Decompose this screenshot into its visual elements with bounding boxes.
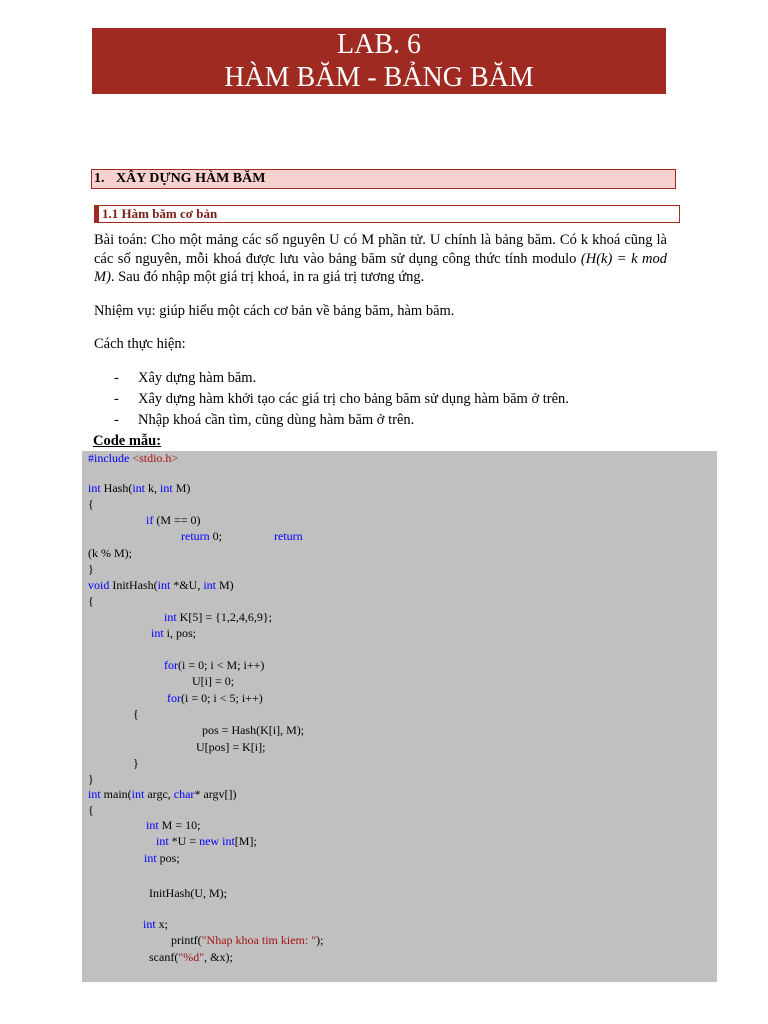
code-keyword: char (173, 787, 195, 801)
code-line: { (88, 497, 94, 511)
code-text: ); (316, 933, 324, 947)
code-line: } (88, 772, 94, 786)
code-keyword: int (132, 481, 146, 495)
list-item (94, 389, 667, 410)
code-text: (i = 0; i < M; i++) (178, 658, 265, 672)
code-keyword: int (156, 834, 169, 848)
code-line (88, 787, 237, 802)
lab-title-line1: LAB. 6 (337, 29, 421, 60)
lab-title-banner (92, 28, 666, 94)
code-sample-label: Code mẫu: (93, 433, 162, 449)
code-string: "%d" (178, 950, 205, 964)
task-paragraph: Nhiệm vụ: giúp hiểu một cách cơ bản về bảng băm, hàm băm. (94, 303, 455, 319)
code-keyword: if (146, 513, 154, 527)
code-keyword: void (88, 578, 110, 592)
code-text: K[5] = {1,2,4,6,9}; (176, 610, 272, 624)
code-line (146, 818, 200, 833)
code-text: Hash( (100, 481, 133, 495)
bullet-marker: - (114, 412, 119, 428)
problem-text-2: . Sau đó nhập một giá trị khoá, in ra giá trị tương ứng. (110, 269, 425, 285)
code-line: } (133, 756, 139, 770)
code-keyword: int (203, 578, 217, 592)
section-1-heading (91, 169, 676, 189)
code-keyword: int (164, 610, 177, 624)
lab-title-line2: HÀM BĂM - BẢNG BĂM (224, 62, 534, 93)
code-keyword: new (199, 834, 220, 848)
code-line (181, 529, 222, 544)
code-text: scanf( (149, 950, 179, 964)
code-line (88, 451, 178, 466)
code-text: printf( (171, 933, 202, 947)
code-line: } (88, 562, 94, 576)
code-text: InitHash( (109, 578, 158, 592)
code-line: (k % M); (88, 546, 132, 560)
code-keyword: int (88, 481, 101, 495)
code-text: M) (172, 481, 191, 495)
list-item (94, 410, 667, 431)
code-line (156, 834, 257, 849)
code-text: argc, (144, 787, 174, 801)
code-line (164, 610, 272, 625)
section-1-1-heading (94, 205, 680, 223)
code-line: U[pos] = K[i]; (196, 740, 266, 754)
code-line (88, 578, 234, 593)
problem-paragraph (94, 231, 667, 287)
code-line (151, 626, 196, 641)
code-text: k, (145, 481, 161, 495)
code-keyword: int (222, 834, 235, 848)
list-item-text: Nhập khoá cần tìm, cũng dùng hàm băm ở trên. (138, 412, 415, 428)
code-keyword: int (88, 787, 101, 801)
code-keyword: #include (88, 451, 130, 465)
code-keyword: int (131, 787, 145, 801)
code-line (171, 933, 323, 948)
section-1-title: XÂY DỰNG HÀM BĂM (116, 171, 266, 186)
code-text: i, pos; (163, 626, 197, 640)
code-keyword: int (157, 578, 171, 592)
code-keyword: return (181, 529, 210, 543)
code-text: *U = (168, 834, 200, 848)
section-1-1-title: 1.1 Hàm băm cơ bản (102, 206, 218, 221)
code-line (164, 658, 264, 673)
code-text: , &x); (204, 950, 233, 964)
code-block (82, 451, 717, 982)
code-keyword: return (274, 529, 303, 543)
list-item-text: Xây dựng hàm khởi tạo các giá trị cho bảng băm sử dụng hàm băm ở trên. (138, 391, 569, 407)
code-text: [M]; (234, 834, 257, 848)
code-line (146, 513, 201, 528)
code-line (149, 950, 233, 965)
code-line (88, 481, 190, 496)
code-line (274, 529, 303, 544)
code-line: { (88, 803, 94, 817)
code-keyword: for (164, 658, 178, 672)
code-line: InitHash(U, M); (149, 886, 227, 900)
code-string: "Nhap khoa tim kiem: " (201, 933, 317, 947)
code-text: M) (216, 578, 234, 592)
code-text: main( (100, 787, 132, 801)
code-keyword: int (144, 851, 157, 865)
bullet-marker: - (114, 370, 119, 386)
code-line (167, 691, 263, 706)
code-line: { (88, 594, 94, 608)
code-text: x; (155, 917, 169, 931)
problem-formula: (H(k) = k mod M) (94, 250, 667, 285)
code-keyword: int (146, 818, 159, 832)
method-paragraph: Cách thực hiện: (94, 336, 186, 352)
code-text: (i = 0; i < 5; i++) (181, 691, 263, 705)
code-line (143, 917, 168, 932)
code-keyword: int (143, 917, 156, 931)
bullet-marker: - (114, 391, 119, 407)
code-text: M = 10; (158, 818, 201, 832)
code-text: 0; (209, 529, 222, 543)
code-string: <stdio.h> (129, 451, 179, 465)
list-item (94, 368, 667, 389)
steps-list (94, 368, 667, 431)
code-text: * argv[]) (194, 787, 237, 801)
code-text: (M == 0) (153, 513, 201, 527)
code-text: *&U, (170, 578, 204, 592)
code-line (144, 851, 180, 866)
list-item-text: Xây dựng hàm băm. (138, 370, 257, 386)
section-1-number: 1. (94, 171, 105, 186)
code-line: { (133, 707, 139, 721)
code-keyword: for (167, 691, 181, 705)
code-keyword: int (160, 481, 173, 495)
problem-text-1: Bài toán: Cho một mảng các số nguyên U có M phần tử. U chính là bảng băm. Có k khoá cũng là các số nguyên, mỗi khoá được lưu vào bảng băm sử dụng công thức tính modulo (94, 232, 667, 267)
code-text: pos; (156, 851, 180, 865)
code-keyword: int (151, 626, 164, 640)
code-line: pos = Hash(K[i], M); (202, 723, 305, 737)
code-line: U[i] = 0; (192, 674, 235, 688)
